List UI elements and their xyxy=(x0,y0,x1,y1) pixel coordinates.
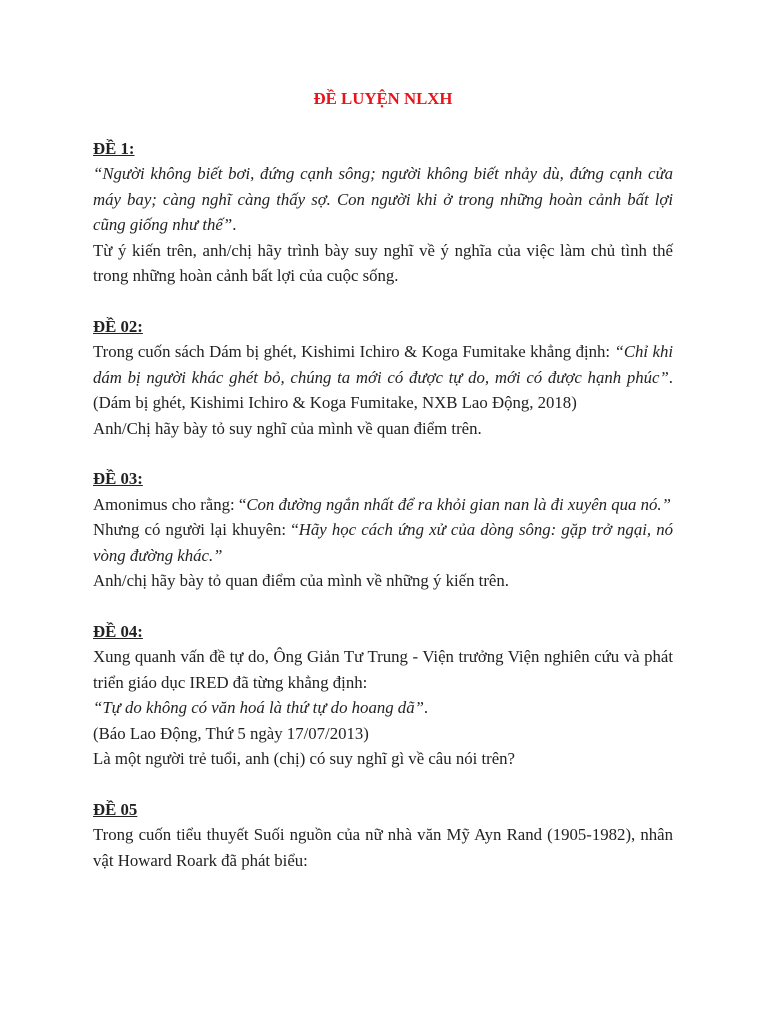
exercise-2-heading: ĐỀ 02: xyxy=(93,316,143,336)
exercise-4-intro: Xung quanh vấn đề tự do, Ông Giản Tư Trung - Viện trưởng Viện nghiên cứu và phát triển giáo dục IRED đã từng khẳng định: xyxy=(93,647,673,692)
exercise-3-opinion-2 xyxy=(93,517,673,568)
exercise-2-intro: Trong cuốn sách Dám bị ghét, Kishimi Ichiro & Koga Fumitake khẳng định: xyxy=(93,342,615,361)
exercise-3-opinion-2-intro: Nhưng có người lại khuyên: “ xyxy=(93,520,299,539)
exercise-3-heading: ĐỀ 03: xyxy=(93,469,143,488)
exercise-5-intro: Trong cuốn tiểu thuyết Suối nguồn của nữ nhà văn Mỹ Ayn Rand (1905-1982), nhân vật Howard Roark đã phát biểu: xyxy=(93,825,673,870)
document-title: ĐỀ LUYỆN NLXH xyxy=(313,89,453,108)
document-page xyxy=(93,86,673,898)
exercise-2-source: . (Dám bị ghét, Kishimi Ichiro & Koga Fumitake, NXB Lao Động, 2018) xyxy=(93,367,673,412)
exercise-4-quote-paragraph xyxy=(93,695,673,721)
exercise-4-question: Là một người trẻ tuổi, anh (chị) có suy nghĩ gì về câu nói trên? xyxy=(93,749,516,768)
exercise-4-quote-end: . xyxy=(423,698,429,717)
exercise-1 xyxy=(93,136,673,289)
exercise-1-quote-paragraph xyxy=(93,161,673,238)
exercise-3-opinion-2-quote: Hãy học cách ứng xử của dòng sông: gặp trở ngại, nó vòng đường khác.” xyxy=(93,520,674,565)
exercise-4-heading: ĐỀ 04: xyxy=(93,621,143,641)
exercise-3-opinion-1-intro: Amonimus cho rằng: “ xyxy=(93,494,247,514)
exercise-3-opinion-1 xyxy=(93,492,673,518)
exercise-3-question: Anh/chị hãy bày tỏ quan điểm của mình về những ý kiến trên. xyxy=(93,571,509,590)
exercise-3-opinion-1-quote: Con đường ngắn nhất để ra khỏi gian nan là đi xuyên qua nó.” xyxy=(246,494,671,514)
exercise-4-source: (Báo Lao Động, Thứ 5 ngày 17/07/2013) xyxy=(93,723,369,743)
exercise-2 xyxy=(93,314,673,442)
exercise-1-question: Từ ý kiến trên, anh/chị hãy trình bày suy nghĩ về ý nghĩa của việc làm chủ tình thế trong những hoàn cảnh bất lợi của cuộc sống. xyxy=(93,240,673,285)
exercise-2-question: Anh/Chị hãy bày tỏ suy nghĩ của mình về quan điểm trên. xyxy=(93,418,482,438)
exercise-3 xyxy=(93,466,673,594)
exercise-5-heading: ĐỀ 05 xyxy=(93,799,138,819)
exercise-4 xyxy=(93,619,673,772)
exercise-2-paragraph xyxy=(93,339,673,416)
exercise-1-heading: ĐỀ 1: xyxy=(93,138,135,158)
exercise-5 xyxy=(93,797,673,874)
exercise-4-quote: “Tự do không có văn hoá là thứ tự do hoang dã” xyxy=(93,698,424,717)
exercise-2-quote: “Chỉ khi dám bị người khác ghét bỏ, chúng ta mới có được tự do, mới có được hạnh phúc” xyxy=(93,342,673,387)
exercise-1-quote-end: . xyxy=(232,215,237,234)
exercise-1-quote: “Người không biết bơi, đứng cạnh sông; người không biết nhảy dù, đứng cạnh cửa máy bay; càng nghĩ càng thấy sợ. Con người khi ở trong những hoàn cảnh bất lợi cũng giống như thế” xyxy=(93,164,673,234)
